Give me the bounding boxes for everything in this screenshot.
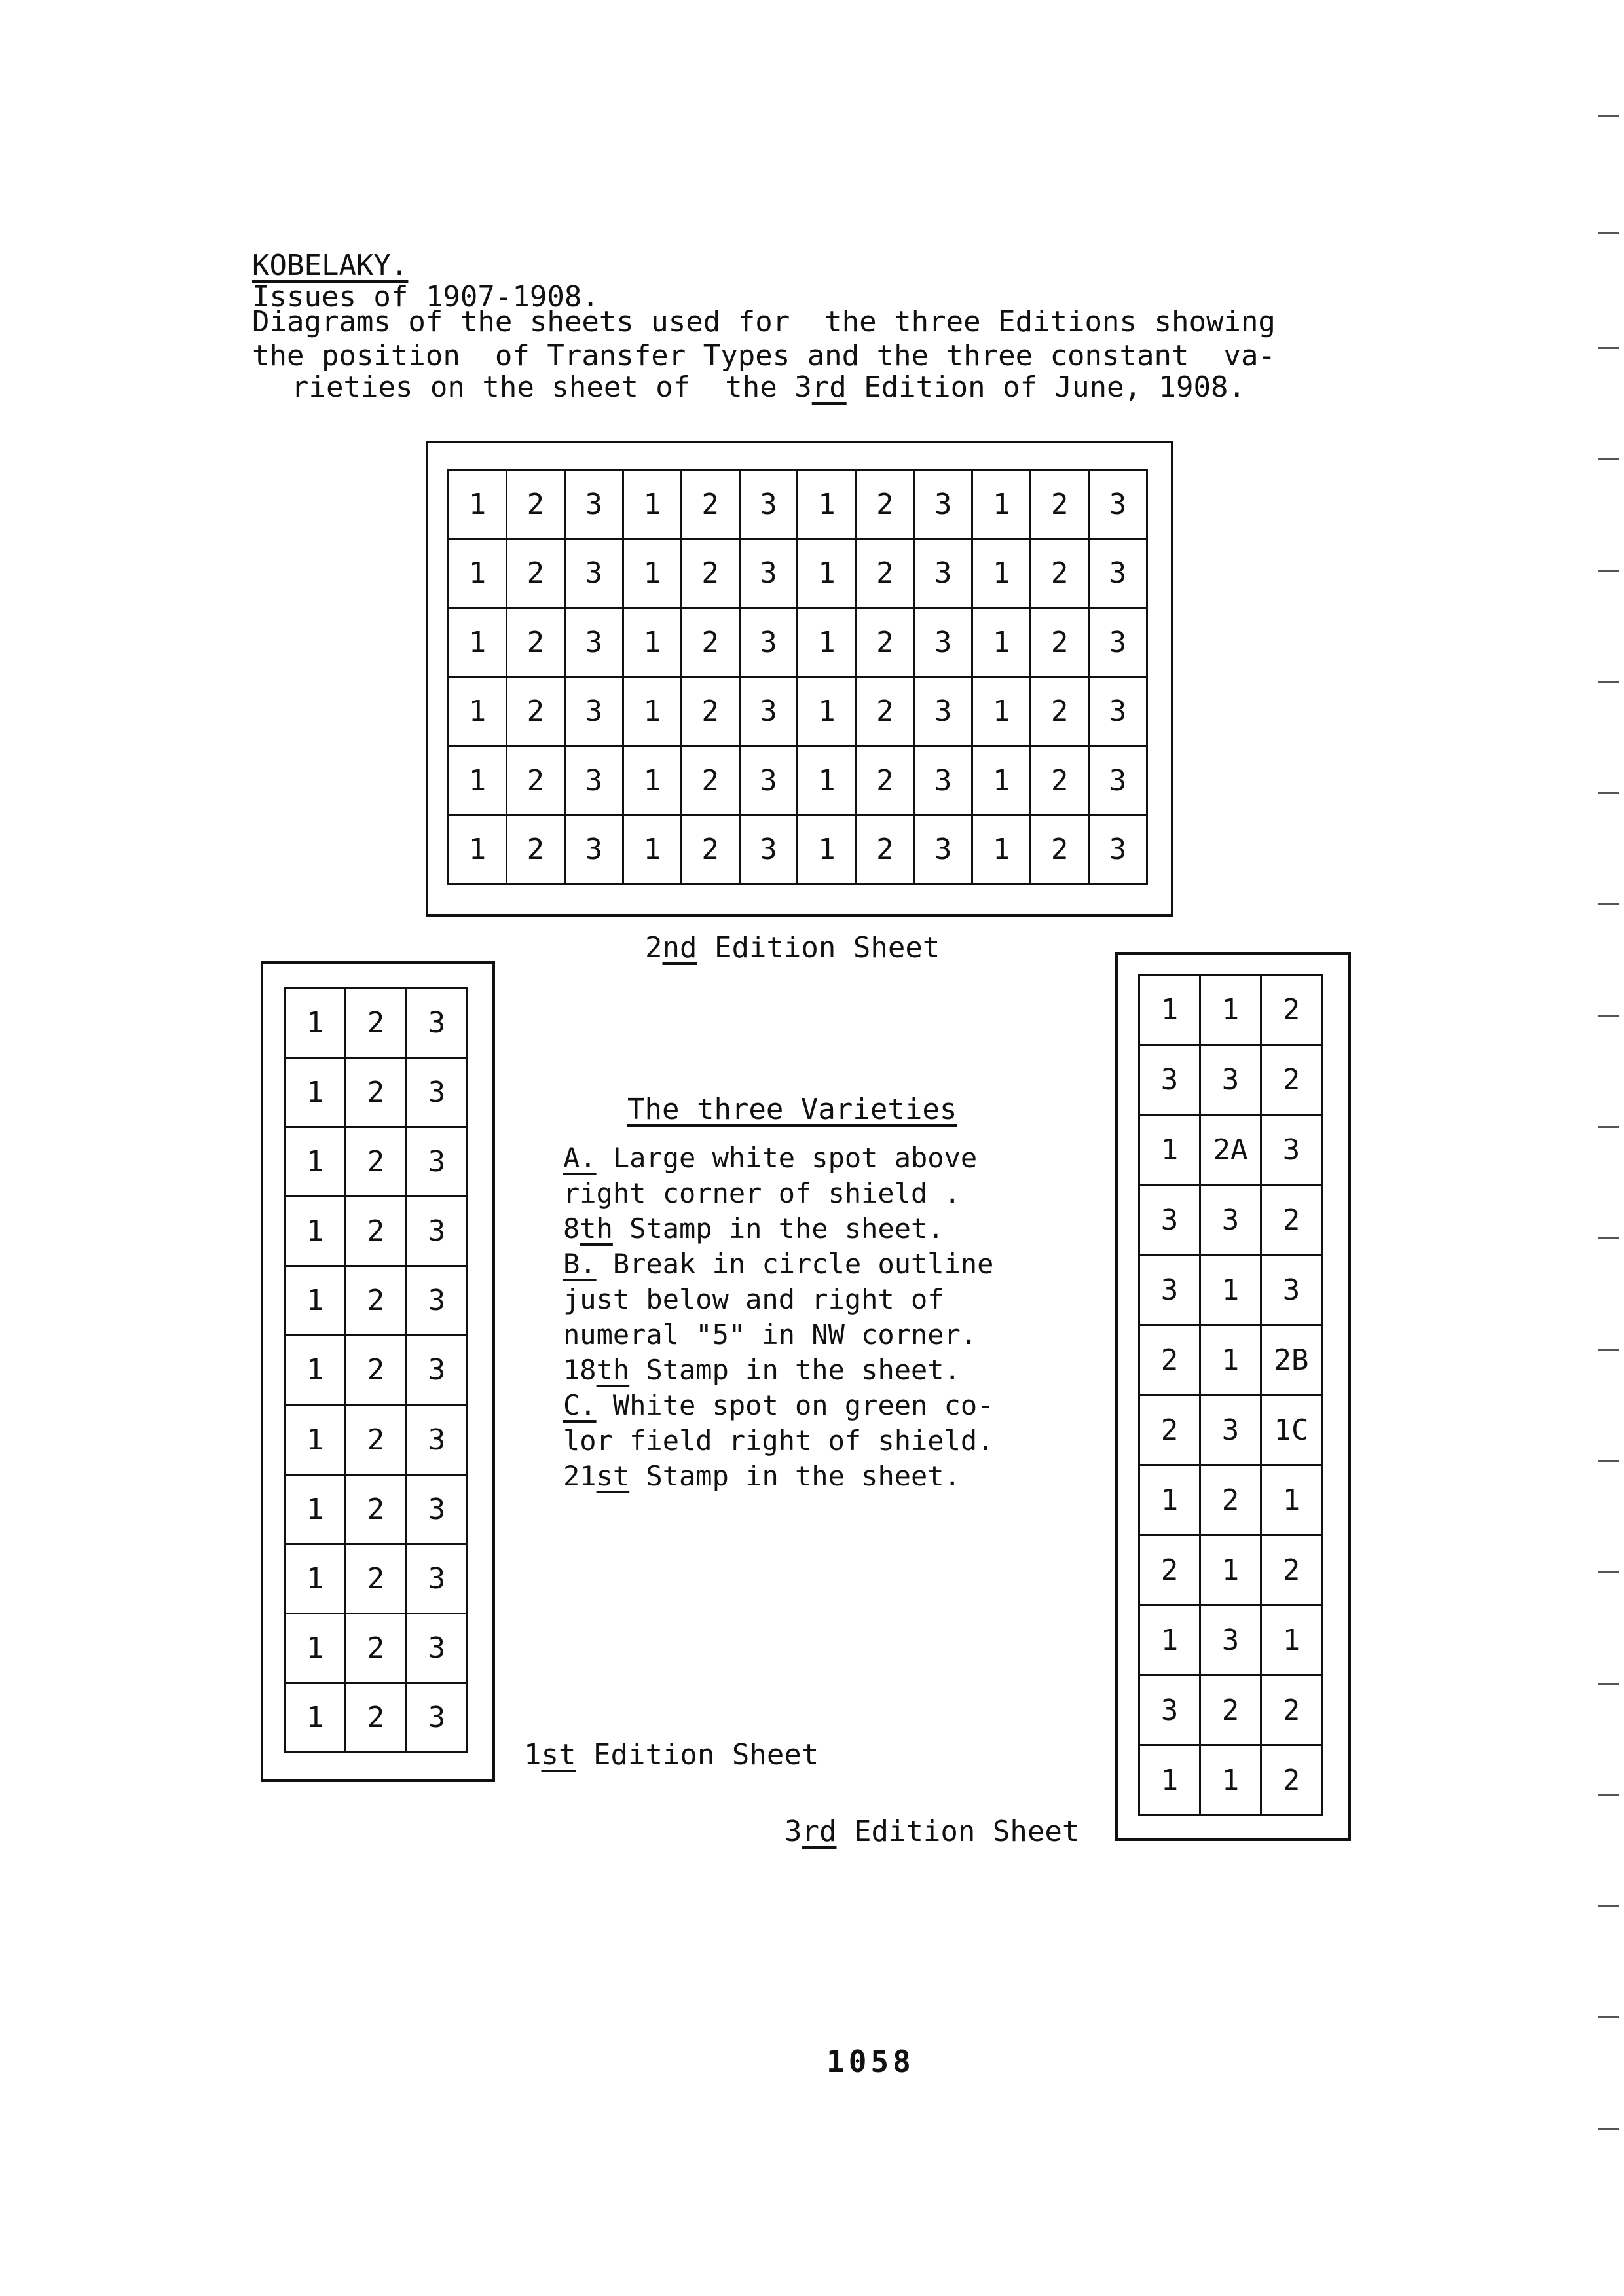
variety-c-text-1: White spot on green co- (596, 1389, 994, 1421)
document-subtitle: Issues of 1907-1908. (252, 280, 599, 314)
sheet-1st-stamp-cell: 2 (346, 1336, 407, 1406)
sheet-3rd-stamp-cell: 2 (1262, 1746, 1323, 1816)
sheet-2nd-stamp-cell: 1 (798, 747, 857, 816)
sheet-3rd-stamp-cell: 1 (1140, 1116, 1201, 1186)
sheet-3rd-stamp-cell: 1C (1262, 1396, 1323, 1466)
variety-c-ordinal: st (596, 1460, 630, 1492)
sheet-1st-stamp-cell: 1 (286, 1059, 346, 1128)
sheet-1st-stamp-cell: 2 (346, 1128, 407, 1197)
sheet-2nd-stamp-cell: 3 (915, 609, 973, 678)
sheet-3rd-stamp-cell: 2 (1201, 1676, 1262, 1746)
edge-tick (1598, 1683, 1619, 1685)
sheet-1st-stamp-cell: 1 (286, 1684, 346, 1753)
sheet-2nd-stamp-cell: 3 (566, 471, 624, 540)
sheet-2nd-stamp-cell: 3 (566, 678, 624, 748)
sheet-1st-edition-grid (284, 987, 468, 1753)
edge-tick (1598, 681, 1619, 683)
edge-tick (1598, 458, 1619, 460)
edge-tick (1598, 792, 1619, 794)
variety-a-stamp-number: 8 (563, 1212, 580, 1245)
sheet-2nd-stamp-cell: 1 (798, 816, 857, 886)
sheet-3rd-stamp-cell: 1 (1262, 1606, 1323, 1676)
variety-b (563, 1247, 1061, 1388)
caption-2-number: 2 (645, 931, 663, 964)
variety-a-line-1 (563, 1140, 1061, 1176)
caption-2-text: Edition Sheet (697, 931, 940, 964)
edge-tick (1598, 2128, 1619, 2130)
edge-tick (1598, 1237, 1619, 1239)
sheet-1st-stamp-cell: 2 (346, 1197, 407, 1267)
sheet-1st-stamp-cell: 2 (346, 1476, 407, 1545)
variety-c-text-3: Stamp in the sheet. (629, 1460, 961, 1492)
sheet-2nd-stamp-cell: 3 (566, 540, 624, 610)
sheet-2nd-stamp-cell: 1 (624, 747, 682, 816)
edge-tick (1598, 1460, 1619, 1462)
sheet-2nd-stamp-cell: 2 (857, 747, 915, 816)
sheet-1st-stamp-cell: 2 (346, 1059, 407, 1128)
sheet-1st-stamp-cell: 3 (407, 1197, 468, 1267)
sheet-2nd-stamp-cell: 1 (449, 747, 507, 816)
sheet-2nd-stamp-cell: 3 (741, 540, 799, 610)
sheet-2nd-stamp-cell: 3 (1090, 471, 1148, 540)
variety-c-stamp-number: 21 (563, 1460, 597, 1492)
variety-a-ordinal: th (580, 1212, 613, 1245)
variety-c-line-3 (563, 1459, 1061, 1494)
edge-tick (1598, 1015, 1619, 1017)
caption-1-ordinal: st (541, 1738, 576, 1772)
variety-c (563, 1388, 1061, 1494)
sheet-2nd-stamp-cell: 1 (973, 678, 1031, 748)
caption-3-number: 3 (784, 1815, 802, 1848)
sheet-3rd-stamp-cell: 3 (1201, 1046, 1262, 1116)
sheet-3rd-stamp-cell: 2 (1262, 1676, 1323, 1746)
sheet-1st-stamp-cell: 3 (407, 1406, 468, 1476)
sheet-1st-stamp-cell: 3 (407, 1059, 468, 1128)
variety-c-line-2: lor field right of shield. (563, 1425, 994, 1457)
sheet-2nd-stamp-cell: 1 (798, 540, 857, 610)
variety-c-label: C. (563, 1389, 597, 1421)
sheet-2nd-stamp-cell: 2 (682, 540, 741, 610)
sheet-2nd-stamp-cell: 1 (449, 540, 507, 610)
sheet-2nd-stamp-cell: 2 (857, 816, 915, 886)
sheet-2nd-stamp-cell: 1 (624, 609, 682, 678)
sheet-2nd-stamp-cell: 2 (1031, 540, 1090, 610)
variety-a (563, 1140, 1061, 1247)
variety-b-line-2: just below and right of (563, 1283, 944, 1315)
sheet-3rd-stamp-cell: 2 (1262, 1186, 1323, 1256)
variety-c-line-1 (563, 1388, 1061, 1423)
sheet-2nd-stamp-cell: 1 (973, 816, 1031, 886)
sheet-2nd-stamp-cell: 3 (915, 540, 973, 610)
description-line-3 (291, 371, 1246, 405)
description-line-3-end: Edition of June, 1908. (846, 371, 1246, 404)
sheet-2nd-stamp-cell: 2 (1031, 609, 1090, 678)
sheet-1st-edition-caption (524, 1738, 819, 1772)
varieties-heading: The three Varieties (627, 1093, 957, 1126)
sheet-3rd-stamp-cell: 3 (1262, 1116, 1323, 1186)
sheet-2nd-edition-caption (645, 931, 940, 964)
sheet-1st-stamp-cell: 2 (346, 1406, 407, 1476)
variety-b-label: B. (563, 1248, 597, 1280)
edge-tick (1598, 2016, 1619, 2018)
variety-b-text-1: Break in circle outline (596, 1248, 994, 1280)
sheet-3rd-stamp-cell: 1 (1140, 976, 1201, 1046)
description-line-3-ordinal: rd (811, 371, 847, 404)
sheet-2nd-stamp-cell: 2 (507, 471, 566, 540)
sheet-2nd-edition-grid (447, 469, 1148, 885)
variety-a-text-1: Large white spot above (596, 1142, 978, 1174)
sheet-2nd-stamp-cell: 2 (857, 609, 915, 678)
sheet-2nd-stamp-cell: 3 (741, 471, 799, 540)
variety-b-ordinal: th (596, 1354, 630, 1386)
description-line-2: the position of Transfer Types and the three constant va- (252, 339, 1276, 373)
sheet-1st-stamp-cell: 3 (407, 1128, 468, 1197)
sheet-2nd-stamp-cell: 2 (507, 540, 566, 610)
sheet-2nd-stamp-cell: 3 (566, 816, 624, 886)
variety-b-text-4: Stamp in the sheet. (629, 1354, 961, 1386)
sheet-2nd-stamp-cell: 1 (449, 609, 507, 678)
sheet-3rd-stamp-cell: 2B (1262, 1326, 1323, 1396)
sheet-2nd-stamp-cell: 2 (1031, 747, 1090, 816)
edge-tick (1598, 347, 1619, 349)
sheet-1st-stamp-cell: 1 (286, 1545, 346, 1614)
sheet-2nd-stamp-cell: 3 (915, 747, 973, 816)
sheet-1st-stamp-cell: 3 (407, 1267, 468, 1336)
sheet-1st-stamp-cell: 2 (346, 989, 407, 1059)
sheet-3rd-stamp-cell: 1 (1201, 1536, 1262, 1606)
sheet-2nd-stamp-cell: 1 (973, 540, 1031, 610)
sheet-3rd-stamp-cell: 2A (1201, 1116, 1262, 1186)
sheet-3rd-stamp-cell: 3 (1140, 1186, 1201, 1256)
sheet-3rd-stamp-cell: 3 (1201, 1396, 1262, 1466)
sheet-2nd-stamp-cell: 2 (682, 747, 741, 816)
sheet-2nd-stamp-cell: 2 (682, 609, 741, 678)
edge-tick (1598, 1571, 1619, 1573)
sheet-1st-stamp-cell: 2 (346, 1267, 407, 1336)
sheet-1st-stamp-cell: 1 (286, 1406, 346, 1476)
sheet-2nd-stamp-cell: 1 (798, 678, 857, 748)
document-title: KOBELAKY. (252, 249, 409, 282)
sheet-1st-stamp-cell: 1 (286, 1128, 346, 1197)
sheet-3rd-stamp-cell: 2 (1201, 1466, 1262, 1536)
sheet-3rd-stamp-cell: 2 (1262, 1046, 1323, 1116)
sheet-2nd-stamp-cell: 2 (1031, 678, 1090, 748)
sheet-3rd-edition-caption (784, 1815, 1079, 1848)
sheet-1st-stamp-cell: 3 (407, 1684, 468, 1753)
sheet-2nd-stamp-cell: 2 (682, 678, 741, 748)
sheet-2nd-stamp-cell: 3 (566, 609, 624, 678)
sheet-1st-stamp-cell: 2 (346, 1614, 407, 1684)
sheet-3rd-stamp-cell: 3 (1201, 1606, 1262, 1676)
sheet-2nd-stamp-cell: 2 (507, 816, 566, 886)
edge-tick (1598, 1794, 1619, 1796)
sheet-2nd-stamp-cell: 2 (1031, 816, 1090, 886)
sheet-3rd-stamp-cell: 3 (1262, 1256, 1323, 1326)
caption-1-number: 1 (524, 1738, 542, 1772)
sheet-1st-stamp-cell: 1 (286, 1197, 346, 1267)
sheet-1st-stamp-cell: 2 (346, 1545, 407, 1614)
sheet-2nd-stamp-cell: 3 (741, 816, 799, 886)
sheet-2nd-stamp-cell: 2 (507, 609, 566, 678)
sheet-2nd-stamp-cell: 1 (624, 540, 682, 610)
sheet-2nd-stamp-cell: 3 (741, 609, 799, 678)
caption-1-text: Edition Sheet (576, 1738, 819, 1772)
sheet-2nd-stamp-cell: 2 (1031, 471, 1090, 540)
caption-3-text: Edition Sheet (836, 1815, 1080, 1848)
edge-tick (1598, 570, 1619, 572)
sheet-2nd-stamp-cell: 3 (915, 471, 973, 540)
edge-tick (1598, 1905, 1619, 1907)
sheet-2nd-stamp-cell: 1 (624, 678, 682, 748)
sheet-3rd-stamp-cell: 3 (1201, 1186, 1262, 1256)
sheet-3rd-stamp-cell: 1 (1262, 1466, 1323, 1536)
variety-b-line-3: numeral "5" in NW corner. (563, 1319, 978, 1351)
sheet-3rd-stamp-cell: 1 (1201, 1326, 1262, 1396)
sheet-2nd-stamp-cell: 1 (973, 609, 1031, 678)
sheet-3rd-stamp-cell: 2 (1262, 1536, 1323, 1606)
sheet-2nd-stamp-cell: 1 (973, 471, 1031, 540)
sheet-2nd-stamp-cell: 3 (1090, 540, 1148, 610)
sheet-2nd-stamp-cell: 1 (624, 816, 682, 886)
description-line-1: Diagrams of the sheets used for the three Editions showing (252, 305, 1276, 338)
edge-tick (1598, 1126, 1619, 1128)
sheet-1st-stamp-cell: 1 (286, 1267, 346, 1336)
sheet-2nd-stamp-cell: 2 (857, 678, 915, 748)
sheet-2nd-stamp-cell: 3 (1090, 609, 1148, 678)
sheet-3rd-stamp-cell: 2 (1140, 1326, 1201, 1396)
sheet-3rd-stamp-cell: 3 (1140, 1676, 1201, 1746)
sheet-3rd-stamp-cell: 1 (1201, 1746, 1262, 1816)
sheet-1st-stamp-cell: 3 (407, 989, 468, 1059)
variety-a-label: A. (563, 1142, 597, 1174)
sheet-2nd-stamp-cell: 1 (798, 471, 857, 540)
sheet-1st-stamp-cell: 1 (286, 1336, 346, 1406)
sheet-1st-stamp-cell: 3 (407, 1476, 468, 1545)
variety-a-text-3: Stamp in the sheet. (612, 1212, 944, 1245)
sheet-1st-stamp-cell: 3 (407, 1336, 468, 1406)
sheet-2nd-stamp-cell: 3 (915, 816, 973, 886)
sheet-3rd-stamp-cell: 1 (1201, 1256, 1262, 1326)
variety-b-line-4 (563, 1353, 1061, 1388)
sheet-1st-stamp-cell: 1 (286, 1476, 346, 1545)
sheet-2nd-stamp-cell: 3 (915, 678, 973, 748)
variety-b-line-1 (563, 1247, 1061, 1282)
sheet-2nd-stamp-cell: 3 (741, 678, 799, 748)
sheet-3rd-stamp-cell: 2 (1262, 976, 1323, 1046)
sheet-2nd-stamp-cell: 1 (973, 747, 1031, 816)
sheet-1st-stamp-cell: 2 (346, 1684, 407, 1753)
sheet-2nd-stamp-cell: 3 (1090, 678, 1148, 748)
edge-tick (1598, 1349, 1619, 1351)
sheet-2nd-stamp-cell: 3 (1090, 747, 1148, 816)
edge-tick (1598, 903, 1619, 905)
sheet-2nd-stamp-cell: 3 (566, 747, 624, 816)
sheet-2nd-stamp-cell: 2 (507, 678, 566, 748)
sheet-2nd-stamp-cell: 2 (857, 471, 915, 540)
variety-a-line-3 (563, 1211, 1061, 1247)
sheet-2nd-stamp-cell: 1 (624, 471, 682, 540)
variety-a-line-2: right corner of shield . (563, 1177, 961, 1209)
sheet-3rd-stamp-cell: 2 (1140, 1396, 1201, 1466)
sheet-1st-stamp-cell: 1 (286, 989, 346, 1059)
caption-2-ordinal: nd (662, 931, 697, 964)
sheet-3rd-edition-grid (1138, 974, 1323, 1816)
sheet-2nd-stamp-cell: 2 (682, 816, 741, 886)
sheet-3rd-stamp-cell: 1 (1140, 1466, 1201, 1536)
description-line-3-start: rieties on the sheet of the 3 (291, 371, 812, 404)
caption-3-ordinal: rd (802, 1815, 837, 1848)
sheet-2nd-stamp-cell: 1 (798, 609, 857, 678)
page-number: 1058 (826, 2044, 915, 2079)
sheet-3rd-stamp-cell: 3 (1140, 1046, 1201, 1116)
sheet-1st-stamp-cell: 3 (407, 1545, 468, 1614)
sheet-3rd-stamp-cell: 3 (1140, 1256, 1201, 1326)
sheet-2nd-stamp-cell: 3 (1090, 816, 1148, 886)
sheet-2nd-stamp-cell: 3 (741, 747, 799, 816)
sheet-2nd-stamp-cell: 1 (449, 816, 507, 886)
sheet-2nd-stamp-cell: 2 (507, 747, 566, 816)
edge-tick (1598, 232, 1619, 234)
sheet-2nd-stamp-cell: 1 (449, 471, 507, 540)
edge-tick (1598, 115, 1619, 117)
sheet-3rd-stamp-cell: 1 (1140, 1606, 1201, 1676)
sheet-3rd-stamp-cell: 1 (1201, 976, 1262, 1046)
variety-b-stamp-number: 18 (563, 1354, 597, 1386)
sheet-2nd-stamp-cell: 2 (682, 471, 741, 540)
sheet-3rd-stamp-cell: 1 (1140, 1746, 1201, 1816)
sheet-2nd-stamp-cell: 2 (857, 540, 915, 610)
sheet-1st-stamp-cell: 3 (407, 1614, 468, 1684)
sheet-3rd-stamp-cell: 2 (1140, 1536, 1201, 1606)
sheet-1st-stamp-cell: 1 (286, 1614, 346, 1684)
sheet-2nd-stamp-cell: 1 (449, 678, 507, 748)
